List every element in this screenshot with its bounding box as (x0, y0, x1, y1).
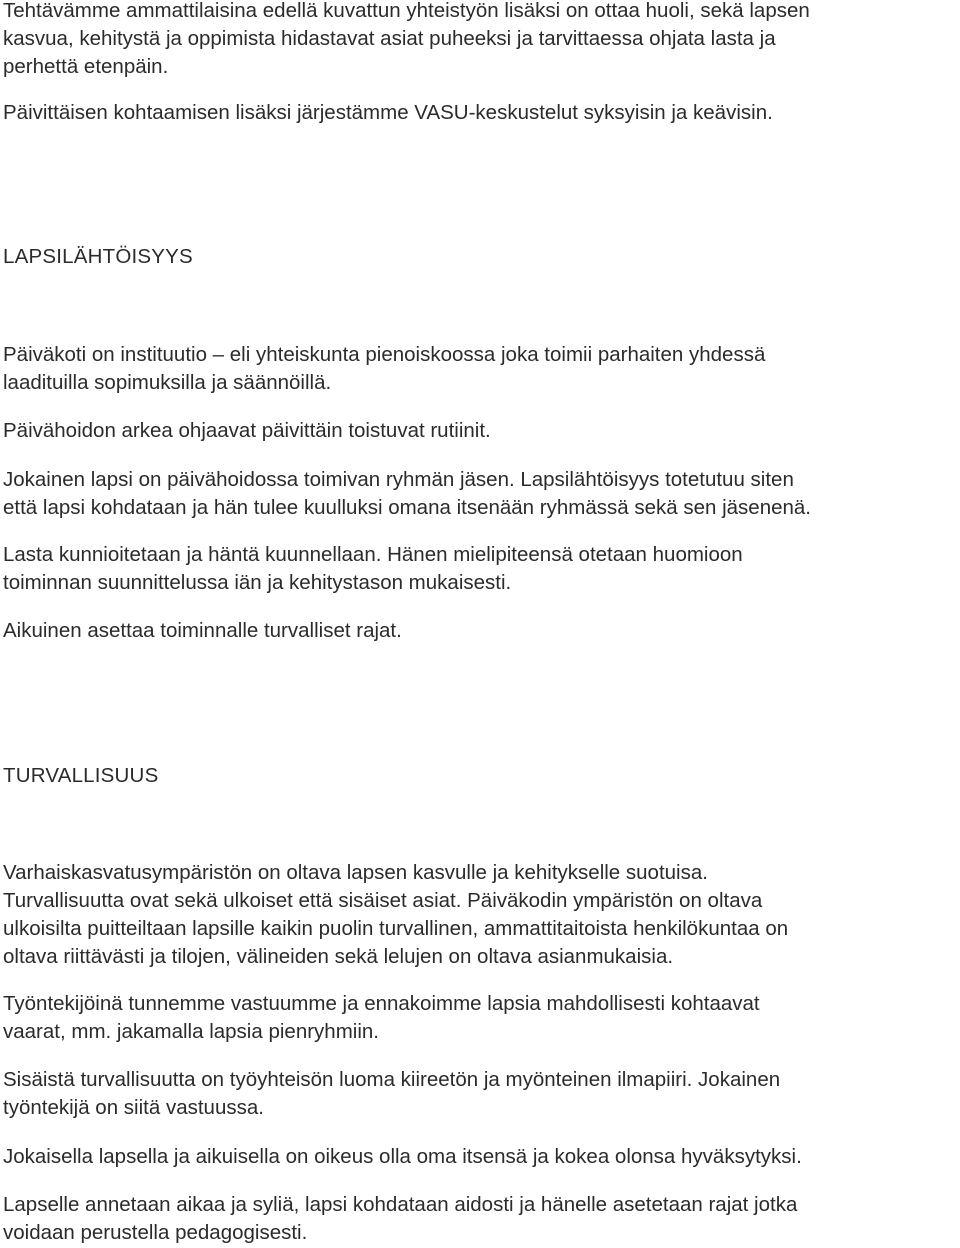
paragraph-group-member (3, 466, 811, 522)
paragraph-employee-responsibility (3, 990, 760, 1046)
paragraph-time-and-care (3, 1191, 797, 1247)
text-line: Työntekijöinä tunnemme vastuumme ja ennakoimme lapsia mahdollisesti kohtaavat (3, 992, 760, 1015)
paragraph-acceptance (3, 1143, 802, 1171)
text-line: Päivittäisen kohtaamisen lisäksi järjestämme VASU-keskustelut syksyisin ja keävisin. (3, 101, 773, 124)
text-line: Tehtävämme ammattilaisina edellä kuvattun yhteistyön lisäksi on ottaa huoli, sekä lapsen (3, 0, 810, 22)
text-line: että lapsi kohdataan ja hän tulee kuulluksi omana itsenään ryhmässä sekä sen jäsenenä. (3, 496, 811, 519)
text-line: voidaan perustella pedagogisesti. (3, 1221, 308, 1244)
text-line: Päivähoidon arkea ohjaavat päivittäin toistuvat rutiinit. (3, 419, 491, 442)
paragraph-internal-safety (3, 1066, 780, 1122)
text-line: Jokaisella lapsella ja aikuisella on oikeus olla oma itsensä ja kokea olonsa hyväksytyksi. (3, 1145, 802, 1168)
paragraph-vasu-discussions (3, 99, 773, 127)
text-line: perhettä etenpäin. (3, 55, 169, 78)
section-heading-turvallisuus: TURVALLISUUS (3, 764, 159, 787)
text-line: toiminnan suunnittelussa iän ja kehitystason mukaisesti. (3, 571, 512, 594)
paragraph-safe-limits (3, 617, 402, 645)
text-line: Aikuinen asettaa toiminnalle turvalliset rajat. (3, 619, 402, 642)
paragraph-institution (3, 341, 765, 397)
text-line: Lapselle annetaan aikaa ja syliä, lapsi kohdataan aidosti ja hänelle asetetaan rajat jotka (3, 1193, 798, 1216)
text-line: Jokainen lapsi on päivähoidossa toimivan ryhmän jäsen. Lapsilähtöisyys totetutuu siten (3, 468, 794, 491)
text-line: laadituilla sopimuksilla ja säännöillä. (3, 371, 332, 394)
text-line: Varhaiskasvatusympäristön on oltava lapsen kasvulle ja kehitykselle suotuisa. (3, 861, 708, 884)
paragraph-routines (3, 417, 491, 445)
text-line: kasvua, kehitystä ja oppimista hidastavat asiat puheeksi ja tarvittaessa ohjata lasta ja (3, 27, 776, 50)
paragraph-environment (3, 859, 788, 971)
text-line: oltava riittävästi ja tilojen, välineiden sekä lelujen on oltava asianmukaisia. (3, 945, 674, 968)
text-line: työntekijä on siitä vastuussa. (3, 1096, 264, 1119)
section-heading-lapsilahtoisyys: LAPSILÄHTÖISYYS (3, 245, 193, 268)
text-line: vaarat, mm. jakamalla lapsia pienryhmiin. (3, 1020, 379, 1043)
text-line: Lasta kunnioitetaan ja häntä kuunnellaan. Hänen mielipiteensä otetaan huomioon (3, 543, 743, 566)
text-line: Turvallisuutta ovat sekä ulkoiset että sisäiset asiat. Päiväkodin ympäristön on oltava (3, 889, 763, 912)
paragraph-respect (3, 541, 743, 597)
paragraph-responsibility (3, 0, 810, 81)
text-line: Päiväkoti on instituutio – eli yhteiskunta pienoiskoossa joka toimii parhaiten yhdessä (3, 343, 766, 366)
text-line: Sisäistä turvallisuutta on työyhteisön luoma kiireetön ja myönteinen ilmapiiri. Jokainen (3, 1068, 781, 1091)
text-line: ulkoisilta puitteiltaan lapsille kaikin puolin turvallinen, ammattitaitoista henkilökuntaa on (3, 917, 789, 940)
